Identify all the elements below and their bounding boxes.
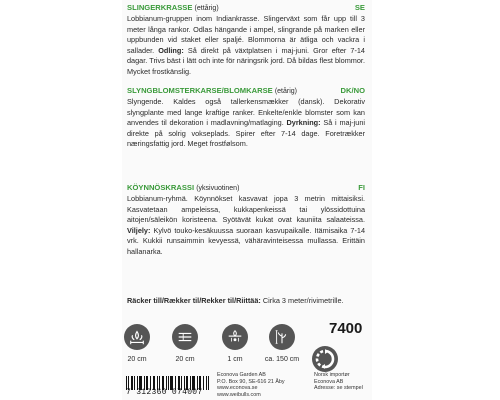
sowing-depth-icon	[222, 324, 248, 350]
item-number: 7400	[329, 320, 363, 337]
section-subtitle: (ettårig)	[194, 5, 219, 12]
section-danish-norwegian	[127, 86, 365, 150]
company-web-alt: www.weibulls.com	[217, 391, 261, 398]
importer-address: Adresse: se stempel	[314, 385, 363, 392]
importer-title: Norsk importør	[314, 372, 350, 378]
barcode-number: 7 312360 074007	[126, 388, 203, 397]
row-spacing-icon	[172, 324, 198, 350]
plant-spacing-icon	[124, 324, 150, 350]
importer-info	[314, 372, 363, 392]
section-header	[127, 86, 365, 97]
section-header	[127, 3, 365, 14]
company-postal: P.O. Box 90, SE-616 21 Åby	[217, 378, 285, 385]
plant-height-label: ca. 150 cm	[264, 356, 300, 363]
section-subtitle: (yksivuotinen)	[196, 185, 240, 192]
section-body: Slyngende. Kaldes også tallerkensmækker (dansk). Dekorativ slyngplante med lange kraftige ranker. Enkelte/enkle blomster som kan anvendes til dekoration i madlavning/matlaging. Dyrkning: Så i maj-juni direkte på solrig vokseplads. Spirer efter 7-14 dage. Foretrækker næringsfattig jord. Meget frostfølsom.	[127, 97, 366, 149]
section-title: SLYNGBLOMSTERKARSE/BLOMKARSE	[127, 86, 273, 95]
language-code: DK/NO	[340, 86, 365, 95]
section-title: KÖYNNÖSKRASSI	[127, 183, 195, 192]
section-header	[127, 183, 365, 194]
plant-height-icon	[269, 324, 295, 350]
coverage-line	[127, 296, 344, 305]
company-web: www.econova.se	[217, 385, 258, 392]
section-swedish	[127, 3, 365, 78]
importer-name: Econova AB	[314, 378, 344, 385]
sowing-depth-label: 1 cm	[227, 356, 243, 363]
section-subtitle: (etårig)	[274, 88, 298, 95]
section-finnish	[127, 183, 365, 258]
section-keyword: Viljely:	[127, 225, 151, 235]
section-keyword: Dyrkning:	[286, 118, 321, 128]
section-body: Lobbianum-gruppen inom Indiankrasse. Slingerväxt som får upp till 3 meter långa rankor. Odlas hängande i ampel, slingrande på marken eller uppbunden vid staket eller spaljé. Blommorna är ätliga och vackra i sallader. Odling: Så direkt på växtplatsen i maj-juni. Gror efter 7-14 dagar. Trivs bäst i lätt och inte för näringsrik jord. Då bildas flest blommor. Mycket frostkänslig.	[127, 14, 365, 76]
row-spacing-label: 20 cm	[175, 356, 195, 363]
section-keyword: Odling:	[158, 45, 184, 55]
company-name: Econova Garden AB	[217, 372, 266, 378]
company-address	[217, 372, 285, 398]
coverage-label: Räcker till/Rækker til/Rekker til/Riittää:	[127, 296, 261, 305]
section-title: SLINGERKRASSE	[127, 3, 193, 12]
coverage-value: Cirka 3 meter/rivimetrille.	[262, 296, 344, 305]
language-code: SE	[354, 3, 365, 12]
section-body: Lobbianum-ryhmä. Köynnökset kasvavat jopa 3 metrin mittaisiksi. Kasvatetaan ampeleissa, kukkapenkeissä tai ylössidottuina aitojen/säleikön koristeena. Syötävät kukat ovat kauniita salaateissa. Viljely: Kylvö touko-kesäkuussa suoraan kasvupaikalle. Itämisaika 7-14 vrk. Kukkii runsaimmin kevyessä, vähäravinteisessa mullassa. Erittäin hallanarka.	[127, 194, 366, 256]
language-code: FI	[358, 183, 365, 192]
plant-spacing-label: 20 cm	[127, 356, 147, 363]
green-dot-logo	[312, 346, 338, 372]
